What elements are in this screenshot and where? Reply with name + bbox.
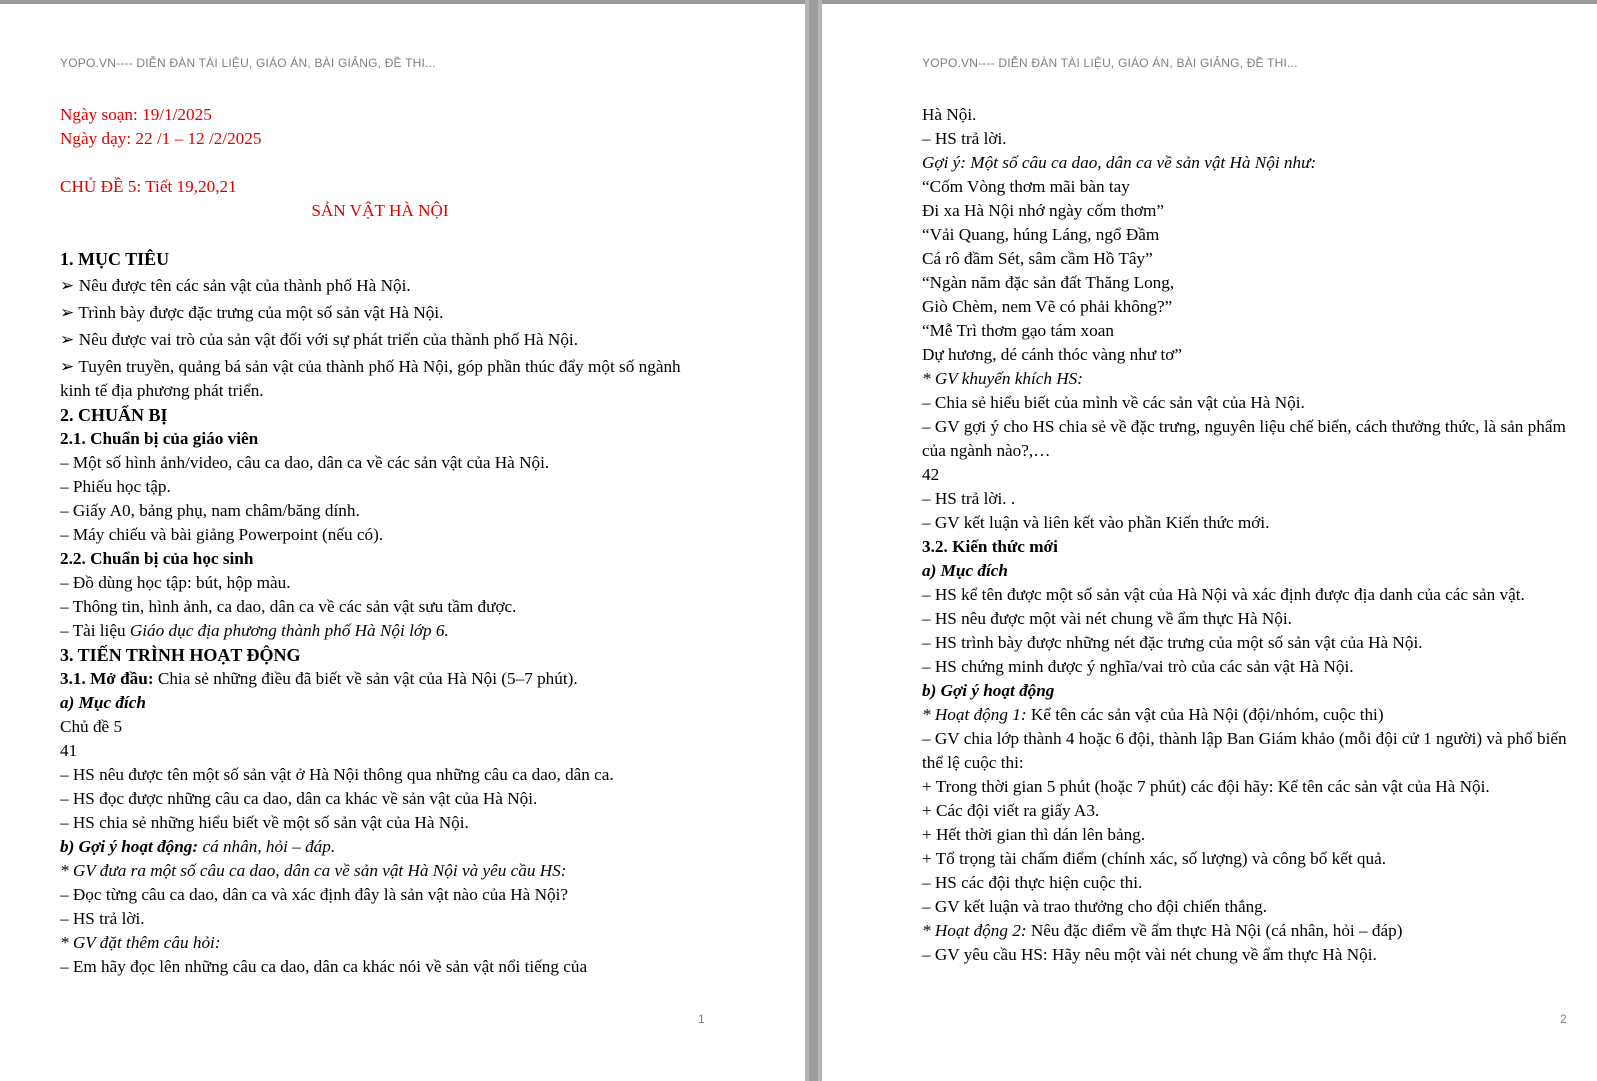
section-chuan-bi: 2. CHUẨN BỊ (60, 405, 168, 425)
subsection-giao-vien: 2.1. Chuẩn bị của giáo viên (60, 429, 259, 448)
list-item: – HS nêu được một vài nét chung về ẩm thực Hà Nội. (922, 609, 1292, 628)
text-run: Nêu đặc điểm về ẩm thực Hà Nội (cá nhân, hỏi – đáp) (1026, 921, 1403, 940)
poem-line: Giò Chèm, nem Vẽ có phải không?” (922, 297, 1173, 316)
objective-bullet: ➢ Tuyên truyền, quảng bá sản vật của thành phố Hà Nội, góp phần thúc đẩy một số ngành kinh tế địa phương phát triển. (60, 357, 681, 400)
instruction-line: * GV đặt thêm câu hỏi: (60, 933, 221, 952)
objective-bullet: ➢ Nêu được vai trò của sản vật đối với sự phát triển của thành phố Hà Nội. (60, 330, 579, 349)
list-item: – GV kết luận và trao thưởng cho đội chiến thắng. (922, 897, 1268, 916)
list-item: – HS đọc được những câu ca dao, dân ca khác về sản vật của Hà Nội. (60, 789, 538, 808)
running-text: 41 (60, 741, 78, 760)
page-number: 1 (698, 1012, 705, 1026)
muc-dich-heading: a) Mục đích (922, 561, 1008, 580)
section-muc-tieu: 1. MỤC TIÊU (60, 249, 170, 269)
text-run: Kể tên các sản vật của Hà Nội (đội/nhóm, cuộc thi) (1026, 705, 1384, 724)
activity-line (922, 703, 1572, 727)
goi-y-line (60, 835, 700, 859)
list-item: – Phiếu học tập. (60, 477, 171, 496)
page-number: 2 (1560, 1012, 1567, 1026)
text-run-italic: Giáo dục địa phương thành phố Hà Nội lớp 6. (129, 621, 449, 640)
text-run-italic: * Hoạt động 1: (922, 705, 1027, 724)
list-item: – Thông tin, hình ảnh, ca dao, dân ca về các sản vật sưu tầm được. (60, 597, 517, 616)
list-item: – HS kể tên được một số sản vật của Hà Nội và xác định được địa danh của các sản vật. (922, 585, 1525, 604)
text-run-italic: * Hoạt động 2: (922, 921, 1027, 940)
list-item: – HS trả lời. (922, 129, 1007, 148)
instruction-line: * GV đưa ra một số câu ca dao, dân ca về sản vật Hà Nội và yêu cầu HS: (60, 861, 567, 880)
muc-dich-heading: a) Mục đích (60, 693, 146, 712)
ngay-soan: Ngày soạn: 19/1/2025 (60, 105, 212, 124)
poem-line: “Cốm Vòng thơm mãi bàn tay (922, 177, 1130, 196)
list-item: – Máy chiếu và bài giảng Powerpoint (nếu có). (60, 525, 384, 544)
list-item: – HS chứng minh được ý nghĩa/vai trò của các sản vật Hà Nội. (922, 657, 1354, 676)
list-item: – Em hãy đọc lên những câu ca dao, dân ca khác nói về sản vật nổi tiếng của (60, 957, 588, 976)
poem-line: “Vải Quang, húng Láng, ngổ Đầm (922, 225, 1160, 244)
list-item: – HS các đội thực hiện cuộc thi. (922, 873, 1143, 892)
page-body (922, 103, 1572, 967)
list-item: – Giấy A0, bảng phụ, nam châm/băng dính. (60, 501, 360, 520)
list-item: – GV gợi ý cho HS chia sẻ về đặc trưng, nguyên liệu chế biến, cách thưởng thức, là sản phẩm của ngành nào?,… (922, 417, 1566, 460)
list-item: – Một số hình ảnh/video, câu ca dao, dân ca về các sản vật của Hà Nội. (60, 453, 550, 472)
list-item: – HS trả lời. . (922, 489, 1016, 508)
objective-bullet: ➢ Trình bày được đặc trưng của một số sản vật Hà Nội. (60, 303, 444, 322)
section-tien-trinh: 3. TIẾN TRÌNH HOẠT ĐỘNG (60, 645, 301, 665)
running-text: 42 (922, 465, 940, 484)
text-run-bold: 3.1. Mở đầu: (60, 669, 154, 688)
list-item: + Hết thời gian thì dán lên bảng. (922, 825, 1146, 844)
list-item (60, 619, 700, 643)
page-header: YOPO.VN---- DIỄN ĐÀN TÀI LIỆU, GIÁO ÁN, BÀI GIẢNG, ĐỀ THI... (922, 56, 1298, 70)
objective-bullet: ➢ Nêu được tên các sản vật của thành phố Hà Nội. (60, 276, 411, 295)
text-run-bold-italic: b) Gợi ý hoạt động: (60, 837, 199, 856)
poem-line: “Mễ Trì thơm gạo tám xoan (922, 321, 1114, 340)
page-gutter-divider (809, 0, 818, 1081)
poem-line: Đi xa Hà Nội nhớ ngày cốm thơm” (922, 201, 1165, 220)
list-item: + Tổ trọng tài chấm điểm (chính xác, số lượng) và công bố kết quả. (922, 849, 1387, 868)
page-body (60, 103, 700, 979)
text-run: Chia sẻ những điều đã biết về sản vật của Hà Nội (5–7 phút). (153, 669, 578, 688)
list-item: – HS trình bày được những nét đặc trưng của một số sản vật của Hà Nội. (922, 633, 1423, 652)
page-header: YOPO.VN---- DIỄN ĐÀN TÀI LIỆU, GIÁO ÁN, BÀI GIẢNG, ĐỀ THI... (60, 56, 436, 70)
list-item: – GV yêu cầu HS: Hãy nêu một vài nét chung về ẩm thực Hà Nội. (922, 945, 1377, 964)
text-run: – Tài liệu (60, 621, 130, 640)
list-item: – HS nêu được tên một số sản vật ở Hà Nội thông qua những câu ca dao, dân ca. (60, 765, 614, 784)
instruction-line: * GV khuyến khích HS: (922, 369, 1083, 388)
list-item: – GV kết luận và liên kết vào phần Kiến thức mới. (922, 513, 1270, 532)
document-page-2 (822, 4, 1597, 1081)
list-item: – GV chia lớp thành 4 hoặc 6 đội, thành lập Ban Giám khảo (mỗi đội cử 1 người) và phổ biến thể lệ cuộc thi: (922, 729, 1567, 772)
running-text: Hà Nội. (922, 105, 977, 124)
chu-de-heading: CHỦ ĐỀ 5: Tiết 19,20,21 (60, 177, 237, 196)
list-item: – Đồ dùng học tập: bút, hộp màu. (60, 573, 291, 592)
document-page-1 (0, 4, 805, 1081)
goi-y-heading: b) Gợi ý hoạt động (922, 681, 1055, 700)
subsection-kien-thuc-moi: 3.2. Kiến thức mới (922, 537, 1058, 556)
document-title: SẢN VẬT HÀ NỘI (311, 201, 449, 220)
list-item: – HS trả lời. (60, 909, 145, 928)
instruction-line: Gợi ý: Một số câu ca dao, dân ca về sản vật Hà Nội như: (922, 153, 1317, 172)
running-text: Chủ đề 5 (60, 717, 123, 736)
list-item: – Chia sẻ hiểu biết của mình về các sản vật của Hà Nội. (922, 393, 1305, 412)
poem-line: Dự hương, dé cánh thóc vàng như tơ” (922, 345, 1182, 364)
text-run-italic: cá nhân, hỏi – đáp. (198, 837, 336, 856)
list-item: + Trong thời gian 5 phút (hoặc 7 phút) các đội hãy: Kể tên các sản vật của Hà Nội. (922, 777, 1490, 796)
mo-dau-line (60, 667, 700, 691)
ngay-day: Ngày dạy: 22 /1 – 12 /2/2025 (60, 129, 262, 148)
activity-line (922, 919, 1572, 943)
list-item: + Các đội viết ra giấy A3. (922, 801, 1100, 820)
subsection-hoc-sinh: 2.2. Chuẩn bị của học sinh (60, 549, 254, 568)
list-item: – Đọc từng câu ca dao, dân ca và xác định đây là sản vật nào của Hà Nội? (60, 885, 569, 904)
poem-line: Cá rô đầm Sét, sâm cầm Hồ Tây” (922, 249, 1153, 268)
list-item: – HS chia sẻ những hiểu biết về một số sản vật của Hà Nội. (60, 813, 469, 832)
poem-line: “Ngàn năm đặc sản đất Thăng Long, (922, 273, 1175, 292)
